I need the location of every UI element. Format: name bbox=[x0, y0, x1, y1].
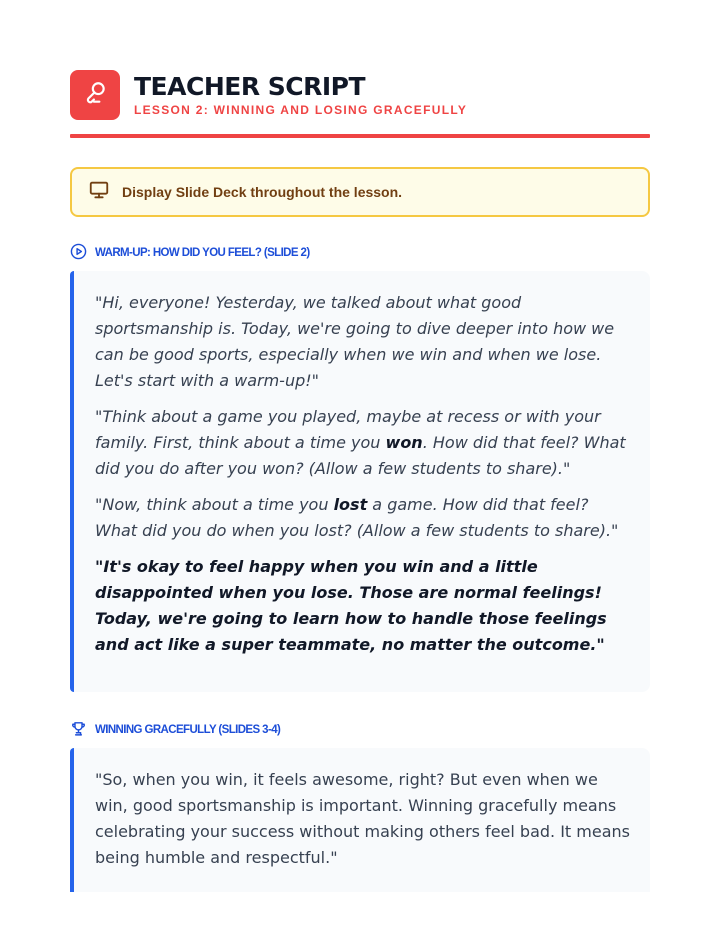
section-label: WARM-UP: HOW DID YOU FEEL? (SLIDE 2) bbox=[95, 247, 310, 259]
script-paragraph: "So, when you win, it feels awesome, right? But even when we win, good sportsmanship is important. Winning gracefully means celebrating your success without making others feel bad. It means being humble and respectful." bbox=[95, 770, 630, 867]
emphasis-won: won bbox=[385, 433, 423, 452]
notice-text: Display Slide Deck throughout the lesson. bbox=[122, 184, 403, 200]
script-paragraph: "Now, think about a time you lost a game. How did that feel? What did you do when you lost? (Allow a few students to share)." bbox=[95, 495, 619, 540]
script-card-winning bbox=[70, 748, 650, 892]
whistle-icon bbox=[82, 80, 108, 110]
monitor-icon bbox=[88, 179, 110, 205]
lesson-subtitle: LESSON 2: WINNING AND LOSING GRACEFULLY bbox=[134, 103, 468, 117]
script-paragraph: "Think about a game you played, maybe at recess or with your family. First, think about a time you won. How did that feel? What did you do after you won? (Allow a few students to share)." bbox=[95, 407, 626, 478]
emphasis-lost: lost bbox=[333, 495, 368, 514]
trophy-icon bbox=[70, 720, 87, 741]
section-label: WINNING GRACEFULLY (SLIDES 3-4) bbox=[95, 724, 281, 736]
logo bbox=[70, 70, 120, 120]
section-header-warmup bbox=[70, 244, 650, 262]
script-paragraph-key-message: "It's okay to feel happy when you win and a little disappointed when you lose. Those are normal feelings! Today, we're going to learn how to handle those feelings and act like a super teammate, no matter the outcome." bbox=[95, 557, 607, 654]
header-divider bbox=[70, 134, 650, 138]
script-paragraph: "Hi, everyone! Yesterday, we talked about what good sportsmanship is. Today, we're going to dive deeper into how we can be good sports, especially when we win and when we lose. Let's start with a warm-up!" bbox=[95, 293, 615, 390]
page-title: TEACHER SCRIPT bbox=[134, 72, 366, 101]
script-card-warmup bbox=[70, 271, 650, 692]
section-header-winning bbox=[70, 721, 650, 739]
header bbox=[70, 70, 650, 120]
slide-deck-notice bbox=[70, 167, 650, 217]
play-circle-icon bbox=[70, 243, 87, 264]
page bbox=[70, 70, 650, 892]
